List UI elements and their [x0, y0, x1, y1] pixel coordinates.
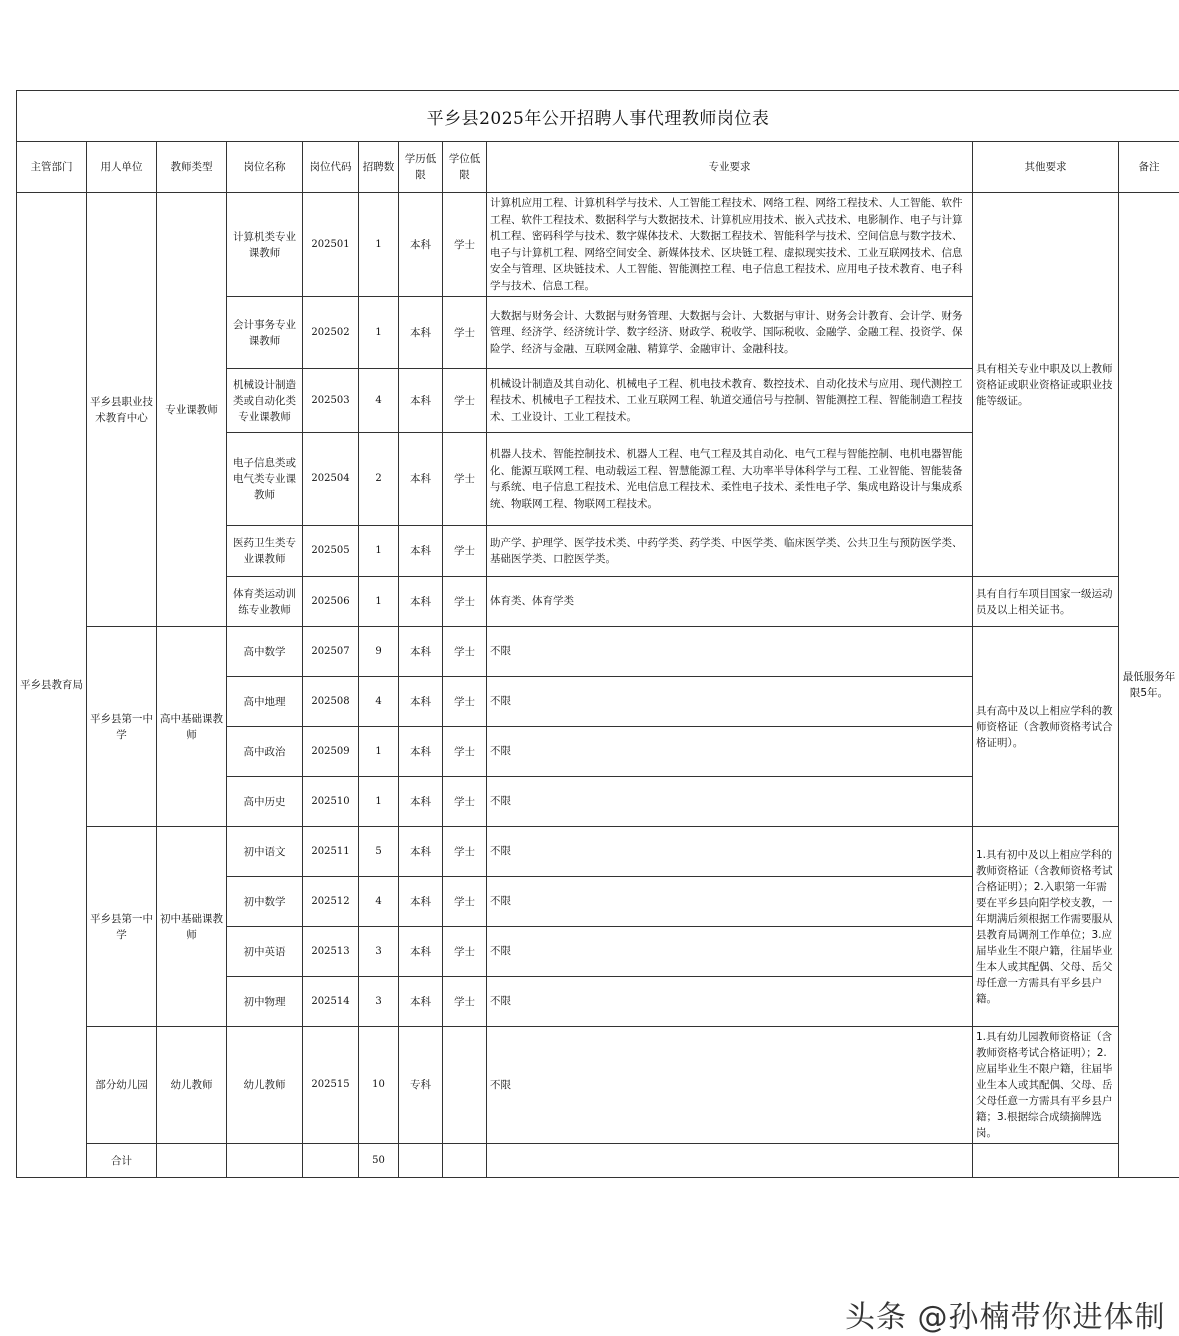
- header-code: 岗位代码: [303, 142, 359, 193]
- position-count: 2: [359, 433, 399, 526]
- position-name: 高中政治: [227, 727, 303, 777]
- position-count: 1: [359, 297, 399, 369]
- watermark-text: 头条 @孙楠带你进体制: [845, 1292, 1166, 1336]
- type-high-school: 高中基础课教师: [157, 627, 227, 827]
- position-name: 计算机类专业课教师: [227, 193, 303, 297]
- degree-min: 学士: [443, 526, 487, 577]
- major-requirement: 不限: [487, 727, 973, 777]
- major-requirement: 体育类、体育学类: [487, 577, 973, 627]
- edu-min: 专科: [399, 1027, 443, 1144]
- position-count: 4: [359, 369, 399, 433]
- major-requirement: 不限: [487, 627, 973, 677]
- major-requirement: 机械设计制造及其自动化、机械电子工程、机电技术教育、数控技术、自动化技术与应用、现代测控工程技术、机械电子工程技术、工业互联网工程、轨道交通信号与控制、智能测控工程、智能制造工程技术、工业设计、工业工程技术。: [487, 369, 973, 433]
- degree-min: 学士: [443, 877, 487, 927]
- total-empty: [303, 1144, 359, 1178]
- dept-cell: 平乡县教育局: [17, 193, 87, 1178]
- total-empty: [487, 1144, 973, 1178]
- position-code: 202501: [303, 193, 359, 297]
- edu-min: 本科: [399, 927, 443, 977]
- edu-min: 本科: [399, 877, 443, 927]
- note-cell: 最低服务年限5年。: [1119, 193, 1179, 1178]
- major-requirement: 不限: [487, 1027, 973, 1144]
- total-empty: [227, 1144, 303, 1178]
- position-name: 医药卫生类专业课教师: [227, 526, 303, 577]
- position-name: 幼儿教师: [227, 1027, 303, 1144]
- table-row: [17, 827, 1179, 877]
- position-name: 电子信息类或电气类专业课教师: [227, 433, 303, 526]
- degree-min: 学士: [443, 369, 487, 433]
- unit-vocational: 平乡县职业技术教育中心: [87, 193, 157, 627]
- position-name: 高中历史: [227, 777, 303, 827]
- other-vocational: 具有相关专业中职及以上教师资格证或职业资格证或职业技能等级证。: [973, 193, 1119, 577]
- major-requirement: 不限: [487, 827, 973, 877]
- edu-min: 本科: [399, 727, 443, 777]
- other-high-school: 具有高中及以上相应学科的教师资格证（含教师资格考试合格证明）。: [973, 627, 1119, 827]
- unit-middle-school: 平乡县第一中学: [87, 827, 157, 1027]
- header-edu: 学历低限: [399, 142, 443, 193]
- edu-min: 本科: [399, 777, 443, 827]
- total-row: [17, 1144, 1179, 1178]
- edu-min: 本科: [399, 297, 443, 369]
- degree-min: 学士: [443, 977, 487, 1027]
- header-dept: 主管部门: [17, 142, 87, 193]
- other-sports: 具有自行车项目国家一级运动员及以上相关证书。: [973, 577, 1119, 627]
- position-count: 1: [359, 526, 399, 577]
- position-code: 202505: [303, 526, 359, 577]
- major-requirement: 计算机应用工程、计算机科学与技术、人工智能工程技术、网络工程、网络工程技术、人工智能、软件工程、软件工程技术、数据科学与大数据技术、计算机应用技术、嵌入式技术、电影制作、电子与计算机工程、密码科学与技术、数字媒体技术、大数据工程技术、智能科学与技术、空间信息与数字技术、电子与计算机工程、网络空间安全、新媒体技术、区块链工程、虚拟现实技术、工业互联网技术、信息安全与管理、区块链技术、人工智能、智能测控工程、电子信息工程技术、应用电子技术教育、电子科学与技术、信息工程。: [487, 193, 973, 297]
- other-kindergarten: 1.具有幼儿园教师资格证（含教师资格考试合格证明）；2.应届毕业生不限户籍，往届毕业生本人或其配偶、父母、岳父母任意一方需具有平乡县户籍；3.根据综合成绩摘牌选岗。: [973, 1027, 1119, 1144]
- position-count: 5: [359, 827, 399, 877]
- header-unit: 用人单位: [87, 142, 157, 193]
- degree-min: 学士: [443, 297, 487, 369]
- major-requirement: 助产学、护理学、医学技术类、中药学类、药学类、中医学类、临床医学类、公共卫生与预防医学类、基础医学类、口腔医学类。: [487, 526, 973, 577]
- degree-min: 学士: [443, 577, 487, 627]
- position-count: 4: [359, 677, 399, 727]
- header-note: 备注: [1119, 142, 1179, 193]
- position-name: 初中英语: [227, 927, 303, 977]
- degree-min: [443, 1027, 487, 1144]
- position-count: 1: [359, 577, 399, 627]
- position-count: 3: [359, 927, 399, 977]
- other-middle-school: 1.具有初中及以上相应学科的教师资格证（含教师资格考试合格证明）；2.入职第一年需要在平乡县向阳学校支教，一年期满后须根据工作需要服从县教育局调剂工作单位；3.应届毕业生不限户籍，往届毕业生本人或其配偶、父母、岳父母任意一方需具有平乡县户籍。: [973, 827, 1119, 1027]
- position-code: 202506: [303, 577, 359, 627]
- total-count: 50: [359, 1144, 399, 1178]
- position-count: 1: [359, 727, 399, 777]
- position-code: 202510: [303, 777, 359, 827]
- edu-min: 本科: [399, 433, 443, 526]
- edu-min: 本科: [399, 369, 443, 433]
- position-count: 1: [359, 193, 399, 297]
- unit-kindergarten: 部分幼儿园: [87, 1027, 157, 1144]
- total-empty: [399, 1144, 443, 1178]
- position-name: 机械设计制造类或自动化类专业课教师: [227, 369, 303, 433]
- position-name: 初中数学: [227, 877, 303, 927]
- position-count: 4: [359, 877, 399, 927]
- degree-min: 学士: [443, 727, 487, 777]
- major-requirement: 不限: [487, 777, 973, 827]
- major-requirement: 不限: [487, 977, 973, 1027]
- edu-min: 本科: [399, 677, 443, 727]
- header-degree: 学位低限: [443, 142, 487, 193]
- total-empty: [443, 1144, 487, 1178]
- total-empty: [157, 1144, 227, 1178]
- header-count: 招聘数: [359, 142, 399, 193]
- edu-min: 本科: [399, 193, 443, 297]
- position-code: 202503: [303, 369, 359, 433]
- positions-table: [16, 141, 1179, 1178]
- degree-min: 学士: [443, 627, 487, 677]
- position-name: 会计事务专业课教师: [227, 297, 303, 369]
- position-name: 体育类运动训练专业教师: [227, 577, 303, 627]
- position-code: 202515: [303, 1027, 359, 1144]
- table-row: [17, 627, 1179, 677]
- edu-min: 本科: [399, 977, 443, 1027]
- header-row: [17, 142, 1179, 193]
- position-count: 1: [359, 777, 399, 827]
- position-name: 初中物理: [227, 977, 303, 1027]
- position-code: 202513: [303, 927, 359, 977]
- major-requirement: 不限: [487, 927, 973, 977]
- header-name: 岗位名称: [227, 142, 303, 193]
- unit-high-school: 平乡县第一中学: [87, 627, 157, 827]
- table-row: [17, 1027, 1179, 1144]
- degree-min: 学士: [443, 777, 487, 827]
- major-requirement: 机器人技术、智能控制技术、机器人工程、电气工程及其自动化、电气工程与智能控制、电机电器智能化、能源互联网工程、电动载运工程、智慧能源工程、大功率半导体科学与工程、工业智能、智能装备与系统、电子信息工程技术、光电信息工程技术、柔性电子技术、柔性电子学、集成电路设计与集成系统、物联网工程、物联网工程技术。: [487, 433, 973, 526]
- header-type: 教师类型: [157, 142, 227, 193]
- position-count: 3: [359, 977, 399, 1027]
- edu-min: 本科: [399, 526, 443, 577]
- degree-min: 学士: [443, 433, 487, 526]
- position-code: 202507: [303, 627, 359, 677]
- type-middle-school: 初中基础课教师: [157, 827, 227, 1027]
- degree-min: 学士: [443, 927, 487, 977]
- page-title: 平乡县2025年公开招聘人事代理教师岗位表: [16, 90, 1179, 141]
- type-kindergarten: 幼儿教师: [157, 1027, 227, 1144]
- recruitment-sheet: [16, 90, 1179, 1178]
- table-row: [17, 193, 1179, 297]
- position-name: 高中地理: [227, 677, 303, 727]
- edu-min: 本科: [399, 577, 443, 627]
- position-name: 初中语文: [227, 827, 303, 877]
- position-code: 202512: [303, 877, 359, 927]
- type-vocational: 专业课教师: [157, 193, 227, 627]
- degree-min: 学士: [443, 193, 487, 297]
- position-code: 202514: [303, 977, 359, 1027]
- position-name: 高中数学: [227, 627, 303, 677]
- degree-min: 学士: [443, 827, 487, 877]
- major-requirement: 不限: [487, 877, 973, 927]
- major-requirement: 大数据与财务会计、大数据与财务管理、大数据与会计、大数据与审计、财务会计教育、会计学、财务管理、经济学、经济统计学、数字经济、财政学、税收学、国际税收、金融学、金融工程、投资学、保险学、经济与金融、互联网金融、精算学、金融审计、金融科技。: [487, 297, 973, 369]
- position-code: 202504: [303, 433, 359, 526]
- major-requirement: 不限: [487, 677, 973, 727]
- edu-min: 本科: [399, 827, 443, 877]
- position-code: 202511: [303, 827, 359, 877]
- position-count: 9: [359, 627, 399, 677]
- header-major: 专业要求: [487, 142, 973, 193]
- position-code: 202508: [303, 677, 359, 727]
- position-code: 202509: [303, 727, 359, 777]
- position-count: 10: [359, 1027, 399, 1144]
- position-code: 202502: [303, 297, 359, 369]
- degree-min: 学士: [443, 677, 487, 727]
- header-other: 其他要求: [973, 142, 1119, 193]
- edu-min: 本科: [399, 627, 443, 677]
- total-label: 合计: [87, 1144, 157, 1178]
- total-empty: [973, 1144, 1119, 1178]
